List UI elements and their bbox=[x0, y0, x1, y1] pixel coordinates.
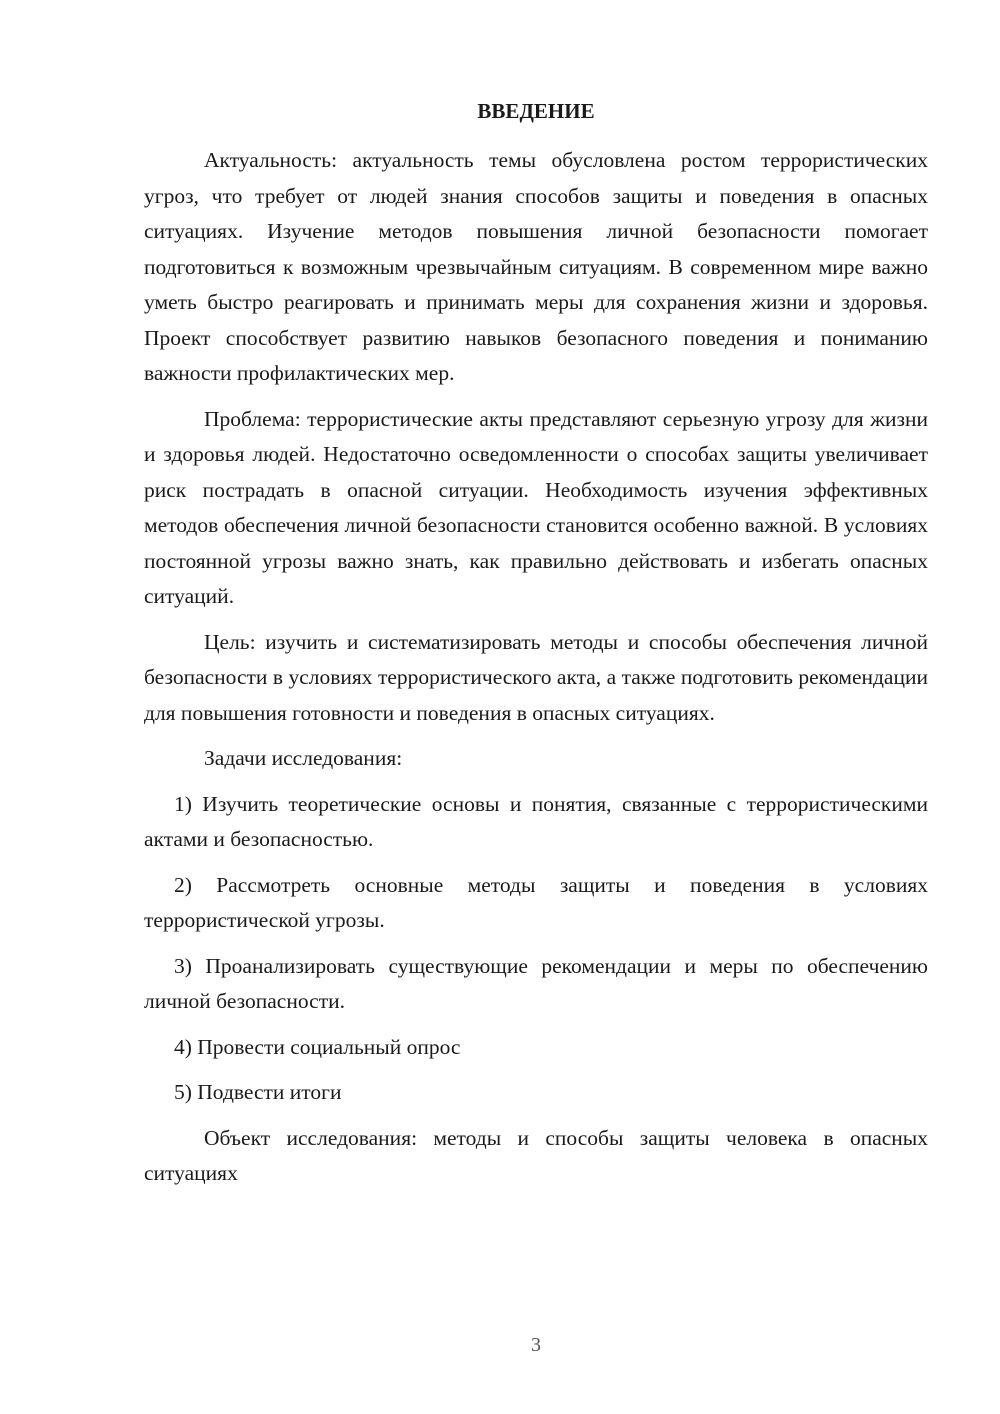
page-number: 3 bbox=[531, 1334, 541, 1356]
paragraph-problem: Проблема: террористические акты представляют серьезную угрозу для жизни и здоровья людей. Недостаточно осведомленности о способах защиты увеличивает риск пострадать в опасной ситуации. Необходимость изучения эффективных методов обеспечения личной безопасности становится особенно важной. В условиях постоянной угрозы важно знать, как правильно действовать и избегать опасных ситуаций. bbox=[144, 406, 928, 608]
task-item-2: 2) Рассмотреть основные методы защиты и поведения в условиях террористической угрозы. bbox=[144, 872, 928, 932]
page-title: ВВЕДЕНИЕ bbox=[477, 99, 595, 123]
paragraph-object: Объект исследования: методы и способы защиты человека в опасных ситуациях bbox=[144, 1125, 928, 1185]
task-item-4: 4) Провести социальный опрос bbox=[174, 1034, 461, 1059]
paragraph-relevance: Актуальность: актуальность темы обусловлена ростом террористических угроз, что требует от людей знания способов защиты и поведения в опасных ситуациях. Изучение методов повышения личной безопасности помогает подготовиться к возможным чрезвычайным ситуациям. В современном мире важно уметь быстро реагировать и принимать меры для сохранения жизни и здоровья. Проект способствует развитию навыков безопасного поведения и пониманию важности профилактических мер. bbox=[144, 148, 928, 385]
task-item-5: 5) Подвести итоги bbox=[174, 1080, 342, 1104]
document-body bbox=[144, 143, 928, 1202]
task-item-3: 3) Проанализировать существующие рекомендации и меры по обеспечению личной безопасности. bbox=[144, 953, 928, 1013]
task-item-1: 1) Изучить теоретические основы и понятия, связанные с террористическими актами и безопасностью. bbox=[144, 791, 928, 851]
paragraph-goal: Цель: изучить и систематизировать методы и способы обеспечения личной безопасности в условиях террористического акта, а также подготовить рекомендации для повышения готовности и поведения в опасных ситуациях. bbox=[144, 629, 928, 725]
paragraph-tasks-heading: Задачи исследования: bbox=[204, 746, 403, 770]
